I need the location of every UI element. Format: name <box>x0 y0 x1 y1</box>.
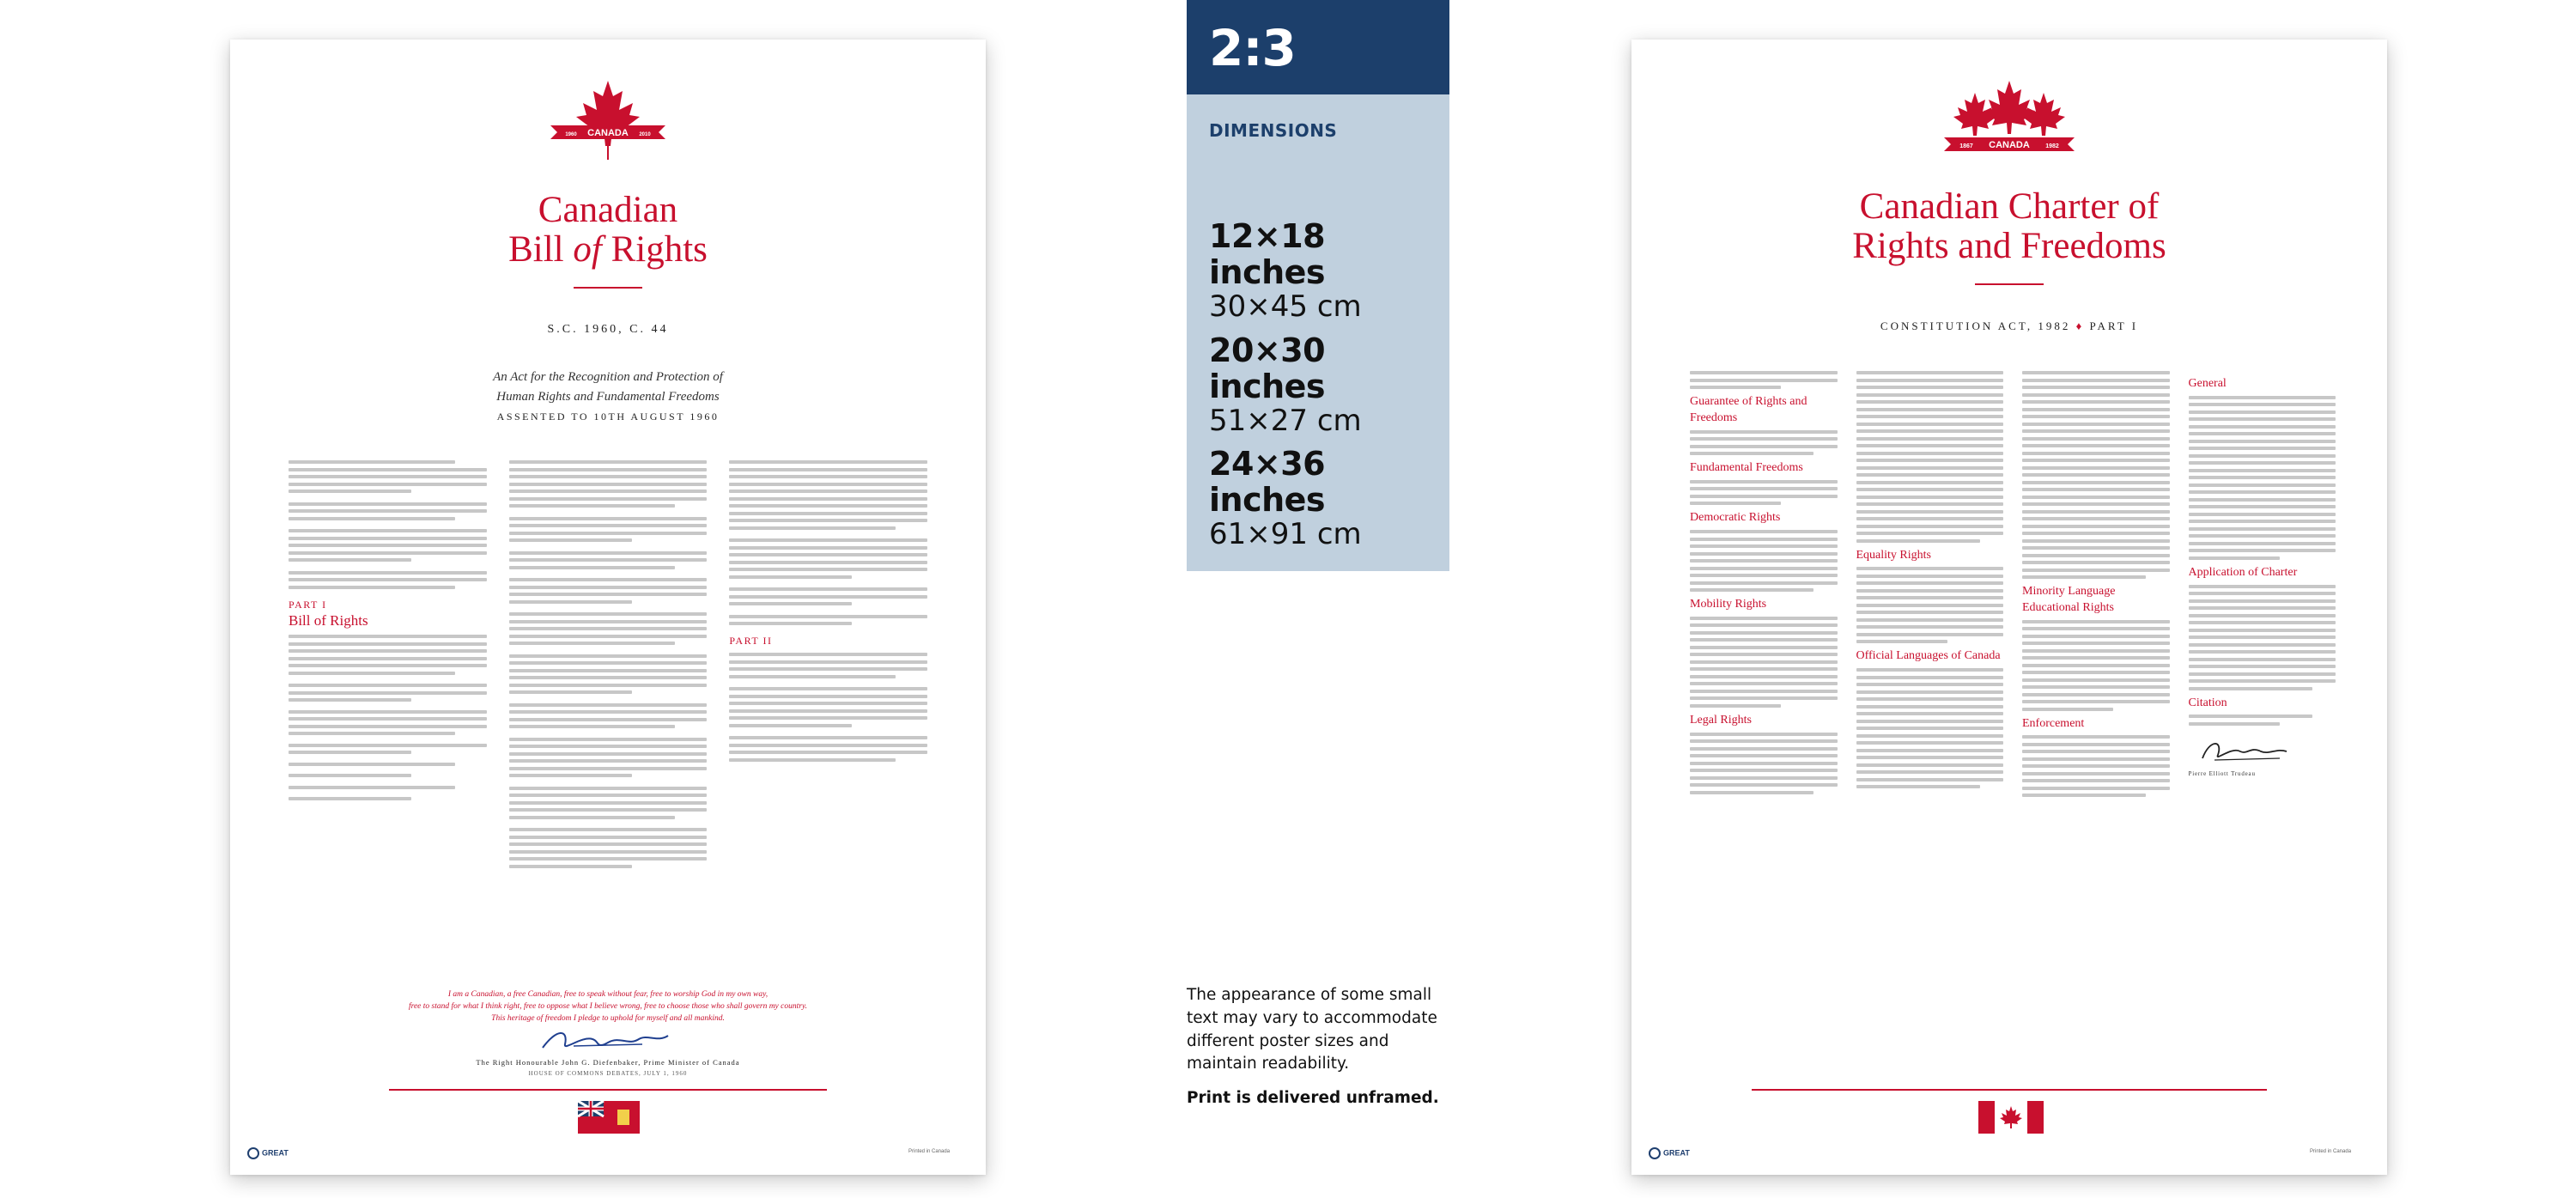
flag-divider <box>389 1089 827 1091</box>
poster-title <box>1631 187 2387 267</box>
column-3 <box>729 460 927 941</box>
size-option-medium: 20×30 inches 51×27 cm <box>1209 331 1362 438</box>
dimensions-panel <box>1187 94 1449 571</box>
emblem-year-left: 1960 <box>565 132 577 137</box>
emblem-year-left: 1867 <box>1959 143 1973 149</box>
statute-citation: S.C. 1960, C. 44 <box>547 323 669 336</box>
signature-image <box>539 1024 677 1055</box>
bill-of-rights-poster <box>230 40 986 1175</box>
poster-title <box>230 191 986 271</box>
column-2 <box>509 460 708 941</box>
emblem-text: CANADA <box>587 128 629 138</box>
red-ensign-flag-icon <box>578 1101 640 1134</box>
printed-in-canada: Printed in Canada <box>2310 1149 2352 1154</box>
charter-column-1: Guarantee of Rights and Freedoms Fundamental Freedoms Democratic Rights Mobility Rights Legal Rights <box>1690 371 1838 1024</box>
trudeau-name: Pierre Elliott Trudeau <box>2188 770 2256 778</box>
size-option-small: 12×18 inches 30×45 cm <box>1209 217 1362 324</box>
title-line-1: Canadian <box>538 190 678 230</box>
title-line-1: Canadian Charter of <box>1859 186 2160 227</box>
unframed-note: Print is delivered unframed. <box>1187 1089 1439 1107</box>
dimensions-label: DIMENSIONS <box>1209 120 1338 141</box>
publisher-logo: GREAT <box>1649 1147 1690 1159</box>
signatory-note: HOUSE OF COMMONS DEBATES, JULY 1, 1960 <box>528 1070 688 1077</box>
charter-column-3: Minority Language Educational Rights Enforcement <box>2022 371 2170 1024</box>
part-2-label: PART II <box>729 635 773 647</box>
part-1-label: PART I <box>289 598 327 611</box>
title-divider <box>1975 283 2044 285</box>
maple-leaf-icon <box>544 77 672 176</box>
ratio-panel <box>1187 0 1449 94</box>
size-option-large: 24×36 inches 61×91 cm <box>1209 445 1362 551</box>
print-note: The appearance of some small text may vary to accommodate different poster sizes and maintain readability. <box>1187 986 1437 1073</box>
title-divider <box>574 287 642 289</box>
trudeau-signature-image <box>2197 736 2292 765</box>
canada-flag-icon <box>1978 1101 2044 1134</box>
emblem-year-right: 1982 <box>2045 143 2059 149</box>
emblem-text: CANADA <box>1989 140 2030 150</box>
flag-divider <box>1752 1089 2267 1091</box>
charter-column-2: Equality Rights Official Languages of Canada <box>1856 371 2004 1024</box>
triple-maple-leaf-emblem <box>1631 76 2387 174</box>
charter-columns <box>1690 371 2336 1024</box>
maple-leaf-emblem <box>230 77 986 180</box>
assent-date: ASSENTED TO 10TH AUGUST 1960 <box>496 410 720 423</box>
act-description: An Act for the Recognition and Protection of Human Rights and Fundamental Freedoms <box>493 370 723 404</box>
emblem-year-right: 2010 <box>639 132 651 137</box>
title-line-2: Rights and Freedoms <box>1852 226 2166 267</box>
signatory-name: The Right Honourable John G. Diefenbaker, Prime Minister of Canada <box>476 1058 740 1067</box>
charter-column-4: General Application of Charter Citation Pierre Elliott Trudeau <box>2189 371 2336 1024</box>
printed-in-canada: Printed in Canada <box>908 1149 951 1154</box>
title-line-2: Bill of Rights <box>508 229 708 271</box>
body-columns <box>289 460 927 941</box>
diefenbaker-quote: I am a Canadian, a free Canadian, free to speak without fear, free to worship God in my own way, free to stand for what I think right, free to oppose what I believe wrong, free to choose those who shall govern my country. This heritage of freedom I pledge to uphold for myself and all mankind. <box>408 990 808 1023</box>
maple-leaves-icon <box>1932 76 2087 170</box>
aspect-ratio: 2:3 <box>1209 19 1296 77</box>
publisher-logo: GREAT <box>247 1147 289 1159</box>
column-1 <box>289 460 487 941</box>
constitution-subtitle: CONSTITUTION ACT, 1982 ♦ PART I <box>1880 319 2139 332</box>
part-1-title: Bill of Rights <box>289 611 368 629</box>
charter-of-rights-poster <box>1631 40 2387 1175</box>
